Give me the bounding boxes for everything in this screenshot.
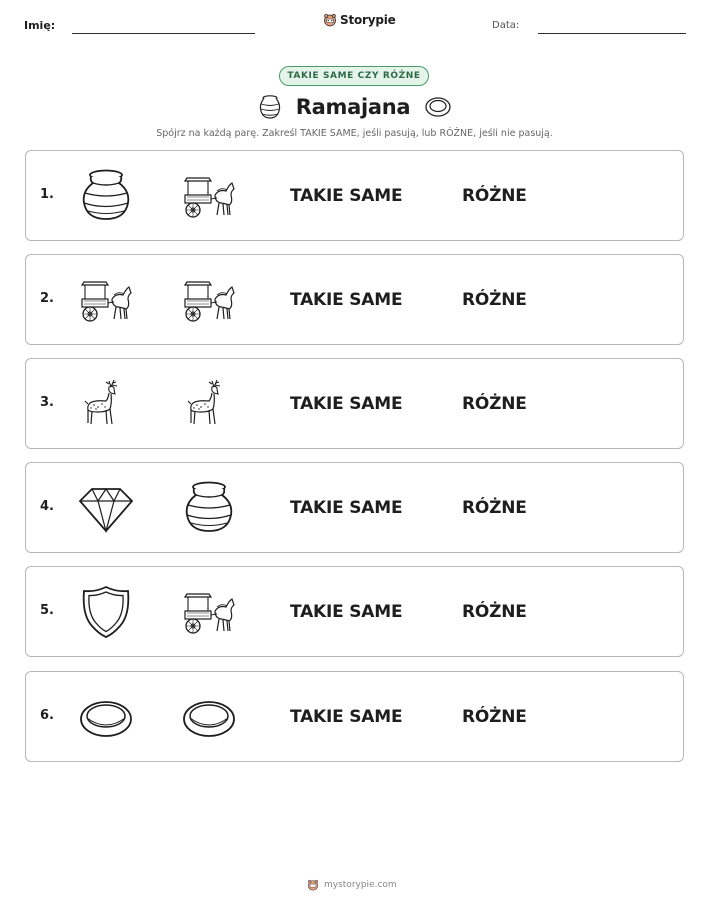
name-write-line[interactable] (72, 33, 255, 34)
date-label: Data: (492, 20, 520, 31)
row-number: 2. (40, 291, 54, 306)
pair-row-6 (25, 671, 684, 762)
storypie-mascot-icon (307, 879, 319, 891)
brand-logo (323, 13, 396, 27)
option-different[interactable]: RÓŻNE (462, 186, 527, 206)
chariot-icon (181, 169, 237, 223)
option-different[interactable]: RÓŻNE (462, 707, 527, 727)
name-label: Imię: (24, 19, 56, 32)
row-number: 5. (40, 603, 54, 618)
row-number: 3. (40, 395, 54, 410)
pot-icon (78, 169, 134, 223)
pair-row-4 (25, 462, 684, 553)
option-different[interactable]: RÓŻNE (462, 498, 527, 518)
storypie-mascot-icon (323, 13, 337, 27)
instructions: Spójrz na każdą parę. Zakreśl TAKIE SAME, jeśli pasują, lub RÓŻNE, jeśli nie pasują. (156, 128, 553, 139)
chariot-icon (181, 273, 237, 327)
row-number: 4. (40, 499, 54, 514)
deer-icon (181, 377, 237, 431)
footer (307, 879, 397, 891)
row-number: 1. (40, 187, 54, 202)
pair-row-3 (25, 358, 684, 449)
chariot-icon (181, 585, 237, 639)
option-different[interactable]: RÓŻNE (462, 394, 527, 414)
title-row (250, 90, 460, 124)
option-same[interactable]: TAKIE SAME (290, 707, 403, 727)
option-same[interactable]: TAKIE SAME (290, 186, 403, 206)
option-same[interactable]: TAKIE SAME (290, 602, 403, 622)
pair-row-1 (25, 150, 684, 241)
activity-badge: TAKIE SAME CZY RÓŻNE (279, 66, 429, 86)
row-number: 6. (40, 708, 54, 723)
ring-icon (78, 690, 134, 744)
deer-icon (78, 377, 134, 431)
option-different[interactable]: RÓŻNE (462, 602, 527, 622)
option-same[interactable]: TAKIE SAME (290, 394, 403, 414)
ring-icon (181, 690, 237, 744)
footer-url[interactable]: mystorypie.com (324, 880, 397, 890)
pair-row-5 (25, 566, 684, 657)
pot-icon (181, 481, 237, 535)
option-different[interactable]: RÓŻNE (462, 290, 527, 310)
brand-name: Storypie (340, 13, 396, 27)
diamond-icon (78, 481, 134, 535)
option-same[interactable]: TAKIE SAME (290, 498, 403, 518)
page-title: Ramajana (295, 95, 411, 119)
pot-icon (258, 94, 282, 120)
ring-icon (424, 96, 452, 118)
shield-icon (78, 585, 134, 639)
date-write-line[interactable] (538, 33, 686, 34)
pair-row-2 (25, 254, 684, 345)
option-same[interactable]: TAKIE SAME (290, 290, 403, 310)
chariot-icon (78, 273, 134, 327)
